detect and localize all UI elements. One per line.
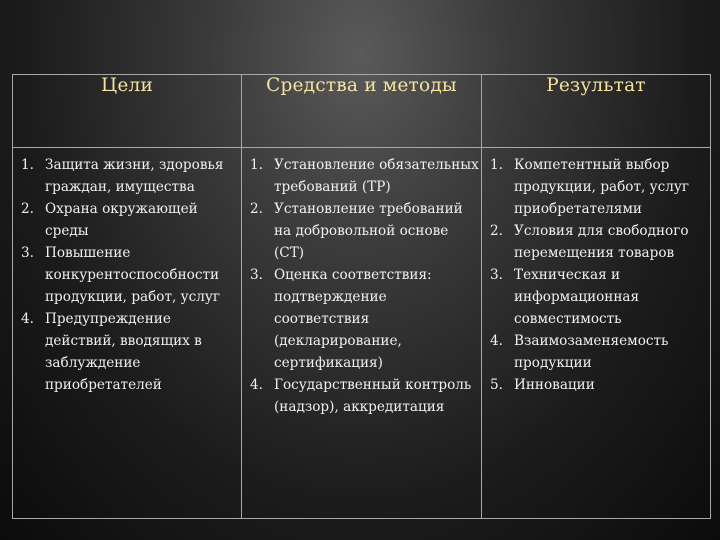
table-body-row xyxy=(13,148,711,519)
header-means-methods: Средства и методы xyxy=(242,75,482,148)
means-methods-list xyxy=(242,148,481,418)
list-text: Защита жизни, здоровья граждан, имущества xyxy=(45,157,224,195)
list-item xyxy=(482,374,710,396)
list-number: 3. xyxy=(21,245,34,261)
list-item xyxy=(13,154,241,198)
list-text: Повышение конкурентоспособности продукции, работ, услуг xyxy=(45,245,221,305)
list-text: Оценка соответствия: подтверждение соответствия (декларирование, сертификация) xyxy=(274,267,432,371)
means-methods-cell xyxy=(242,148,482,519)
list-number: 2. xyxy=(250,201,263,217)
list-item xyxy=(242,154,481,198)
list-text: Техническая и информационная совместимость xyxy=(514,267,640,327)
comparison-table xyxy=(12,74,711,519)
list-text: Государственный контроль (надзор), аккредитация xyxy=(274,377,472,415)
list-item xyxy=(482,330,710,374)
list-text: Установление обязательных требований (ТР) xyxy=(274,157,479,195)
list-item xyxy=(242,374,481,418)
list-number: 1. xyxy=(490,157,503,173)
list-item xyxy=(13,308,241,396)
list-number: 1. xyxy=(21,157,34,173)
list-text: Взаимозаменяемость продукции xyxy=(514,333,669,371)
list-number: 3. xyxy=(250,267,263,283)
list-item xyxy=(242,198,481,264)
result-list xyxy=(482,148,710,396)
list-text: Предупреждение действий, вводящих в заблуждение приобретателей xyxy=(45,311,202,393)
list-number: 3. xyxy=(490,267,503,283)
result-cell xyxy=(482,148,711,519)
list-number: 1. xyxy=(250,157,263,173)
list-item xyxy=(242,264,481,374)
list-item xyxy=(482,154,710,220)
list-number: 2. xyxy=(21,201,34,217)
list-text: Инновации xyxy=(514,377,595,393)
header-result: Результат xyxy=(482,75,711,148)
table-header-row xyxy=(13,75,711,148)
goals-cell xyxy=(13,148,242,519)
list-text: Установление требований на добровольной основе (СТ) xyxy=(274,201,463,261)
list-number: 4. xyxy=(250,377,263,393)
list-number: 4. xyxy=(490,333,503,349)
list-number: 2. xyxy=(490,223,503,239)
header-goals: Цели xyxy=(13,75,242,148)
list-item xyxy=(482,264,710,330)
list-number: 4. xyxy=(21,311,34,327)
list-item xyxy=(13,242,241,308)
list-item xyxy=(13,198,241,242)
list-item xyxy=(482,220,710,264)
list-text: Охрана окружающей среды xyxy=(45,201,198,239)
list-text: Условия для свободного перемещения товаров xyxy=(514,223,689,261)
list-number: 5. xyxy=(490,377,503,393)
goals-list xyxy=(13,148,241,396)
list-text: Компетентный выбор продукции, работ, услуг приобретателями xyxy=(514,157,690,217)
